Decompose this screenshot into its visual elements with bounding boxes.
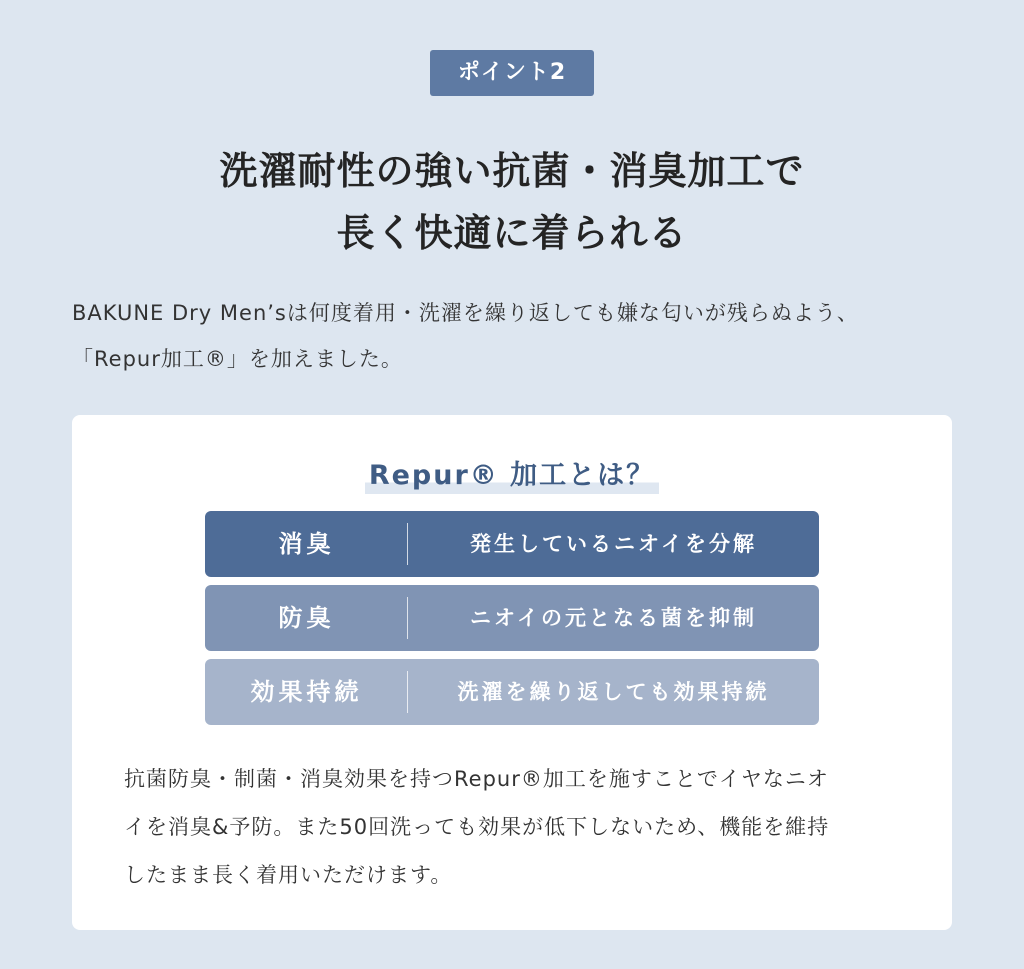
feature-row-long-lasting — [205, 659, 819, 725]
feature-row-odor-prevention — [205, 585, 819, 651]
headline-line-2: 長く快適に着られる — [336, 211, 688, 255]
body-line-3: したまま長く着用いただけます。 — [124, 863, 453, 887]
body-line-1: 抗菌防臭・制菌・消臭効果を持つRepur®加工を施すことでイヤなニオ — [124, 767, 829, 791]
card-body-text — [124, 755, 924, 899]
repur-info-card — [72, 415, 952, 930]
headline-line-1: 洗濯耐性の強い抗菌・消臭加工で — [219, 149, 805, 193]
feature-term: 消臭 — [278, 530, 335, 558]
point-badge: ポイント2 — [430, 50, 594, 96]
feature-description: 洗濯を繰り返しても効果持続 — [457, 680, 770, 704]
intro-line-1: BAKUNE Dry Men’sは何度着用・洗濯を繰り返しても嫌な匂いが残らぬよう、 — [72, 301, 859, 325]
feature-term: 効果持続 — [250, 678, 363, 706]
headline — [0, 140, 1024, 264]
intro-line-2: 「Repur加工®」を加えました。 — [72, 347, 403, 371]
card-title: Repur® 加工とは？ — [365, 453, 659, 494]
feature-description: 発生しているニオイを分解 — [470, 532, 757, 556]
body-line-2: イを消臭&予防。また50回洗っても効果が低下しないため、機能を維持 — [124, 815, 830, 839]
feature-term: 防臭 — [278, 604, 335, 632]
feature-table — [205, 511, 819, 733]
intro-text — [72, 290, 972, 382]
feature-row-deodorize — [205, 511, 819, 577]
feature-description: ニオイの元となる菌を抑制 — [470, 606, 757, 630]
